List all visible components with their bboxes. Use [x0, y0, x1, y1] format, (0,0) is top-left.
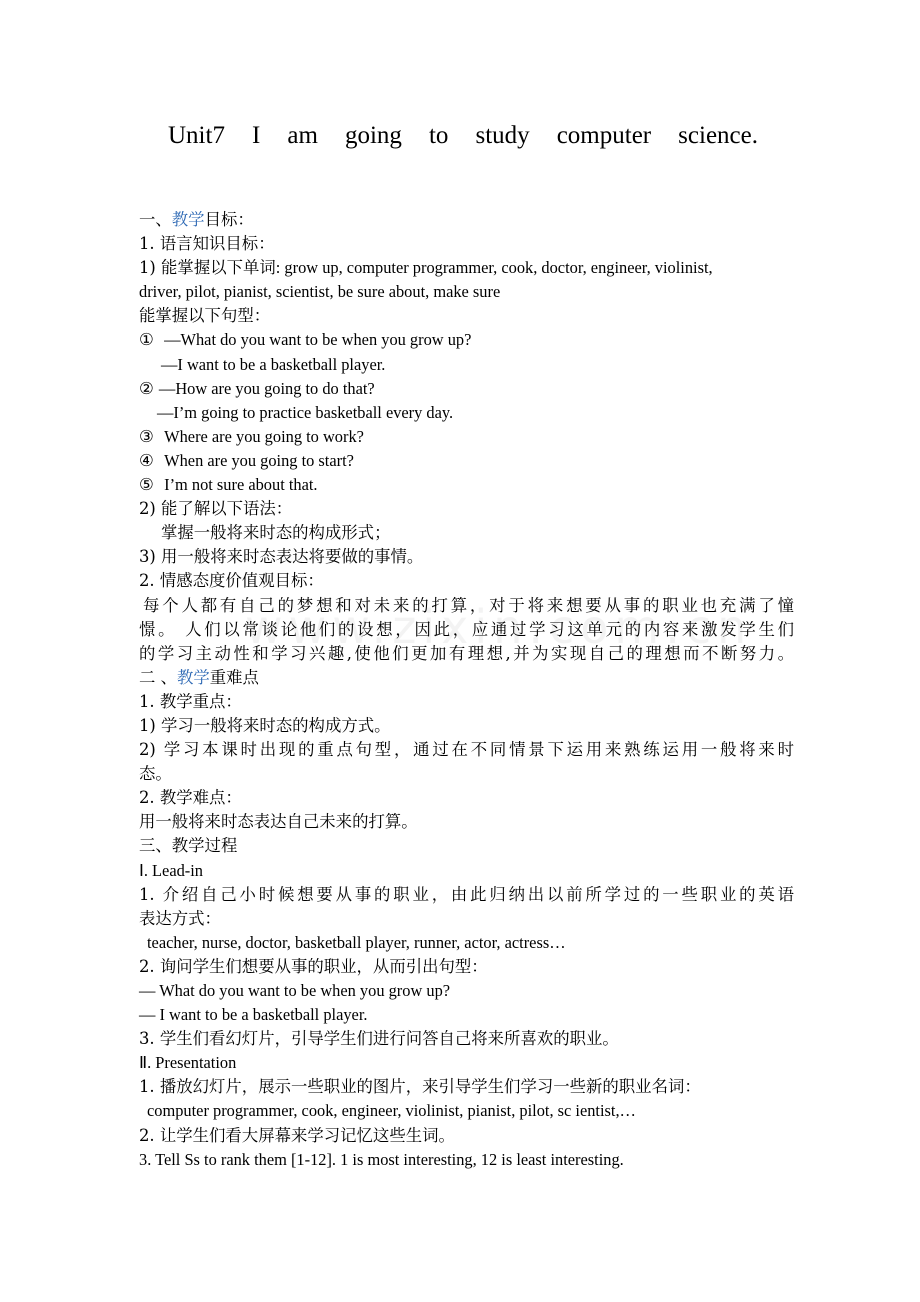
subheading: 1. 教学重点： — [139, 691, 242, 711]
title-word: study — [475, 122, 530, 149]
text-line: 2. 让学生们看大屏幕来学习记忆这些生词。 — [139, 1125, 455, 1145]
text-line: 态。 — [139, 764, 172, 784]
paragraph-line: 2) 学习本课时出现的重点句型，通过在不同情景下运用来熟练运用一般将来时 — [139, 740, 794, 760]
title-word: I — [252, 122, 261, 149]
paragraph-line: 憬。 人们以常谈论他们的设想，因此，应通过学习这单元的内容来激发学生们 — [139, 619, 794, 639]
sentence-pattern: — I want to be a basketball player. — [139, 1005, 368, 1025]
link-teaching[interactable]: 教学 — [177, 667, 210, 687]
text-line: 掌握一般将来时态的构成形式； — [161, 523, 391, 543]
paragraph-line: 1. 介绍自己小时候想要从事的职业，由此归纳出以前所学过的一些职业的英语 — [139, 884, 794, 904]
text-line: 能掌握以下句型： — [139, 306, 271, 326]
text-line: 3. Tell Ss to rank them [1-12]. 1 is most interesting, 12 is least interesting. — [139, 1149, 624, 1169]
subheading: 2. 情感态度价值观目标： — [139, 571, 324, 591]
text-line: 3. 学生们看幻灯片，引导学生们进行问答自己将来所喜欢的职业。 — [139, 1029, 619, 1049]
sentence-pattern: — What do you want to be when you grow up? — [139, 981, 451, 1000]
title-word: Unit7 — [168, 122, 225, 149]
text-line: 2) 能了解以下语法： — [139, 499, 293, 519]
sentence-pattern: —I’m going to practice basketball every day. — [157, 402, 454, 422]
document-body — [139, 208, 794, 1172]
title-word: science. — [678, 122, 758, 149]
link-teaching[interactable]: 教学 — [171, 210, 205, 229]
sentence-pattern: ④ When are you going to start? — [139, 450, 354, 470]
stage-heading: Ⅰ. Lead-in — [139, 860, 203, 880]
title-word: am — [287, 122, 318, 149]
vocabulary-list: teacher, nurse, doctor, basketball player, runner, actor, actress… — [147, 932, 566, 952]
title-word: to — [428, 122, 449, 149]
text-line: 1) 能掌握以下单词: grow up, computer programmer, cook, doctor, engineer, violinist, — [139, 258, 713, 278]
text-line: 2. 询问学生们想要从事的职业，从而引出句型： — [139, 956, 488, 976]
text-line: driver, pilot, pianist, scientist, be sure about, make sure — [139, 282, 501, 302]
section-heading-process: 三、教学过程 — [139, 836, 238, 856]
sentence-pattern: ⑤ I’m not sure about that. — [139, 475, 318, 495]
section-heading-key-points: 二 、教学重难点 — [139, 667, 259, 687]
document-title — [168, 119, 758, 153]
sentence-pattern: ③ Where are you going to work? — [139, 426, 364, 446]
subheading: 1. 语言知识目标： — [139, 234, 275, 254]
text-line: 3) 用一般将来时态表达将要做的事情。 — [139, 547, 424, 567]
text-line: 表达方式： — [139, 908, 221, 928]
stage-heading: Ⅱ. Presentation — [139, 1053, 237, 1073]
subheading: 2. 教学难点： — [139, 788, 242, 808]
sentence-pattern: —I want to be a basketball player. — [161, 354, 386, 374]
text-line: 1. 播放幻灯片，展示一些职业的图片，来引导学生们学习一些新的职业名词： — [139, 1077, 701, 1097]
sentence-pattern: ① —What do you want to be when you grow up? — [139, 330, 472, 350]
vocabulary-list: computer programmer, cook, engineer, violinist, pianist, pilot, sc ientist,… — [147, 1101, 636, 1121]
paragraph-line: 的学习主动性和学习兴趣,使他们更加有理想,并为实现自己的理想而不断努力。 — [139, 643, 794, 663]
paragraph-line: 每个人都有自己的梦想和对未来的打算，对于将来想要从事的职业也充满了憧 — [143, 595, 794, 615]
title-word: computer — [556, 122, 652, 149]
section-heading-objectives: 一、教学目标： — [139, 210, 254, 229]
text-line: 用一般将来时态表达自己未来的打算。 — [139, 812, 418, 832]
sentence-pattern: ② —How are you going to do that? — [139, 378, 375, 398]
text-line: 1) 学习一般将来时态的构成方式。 — [139, 715, 391, 735]
title-word: going — [344, 122, 402, 149]
